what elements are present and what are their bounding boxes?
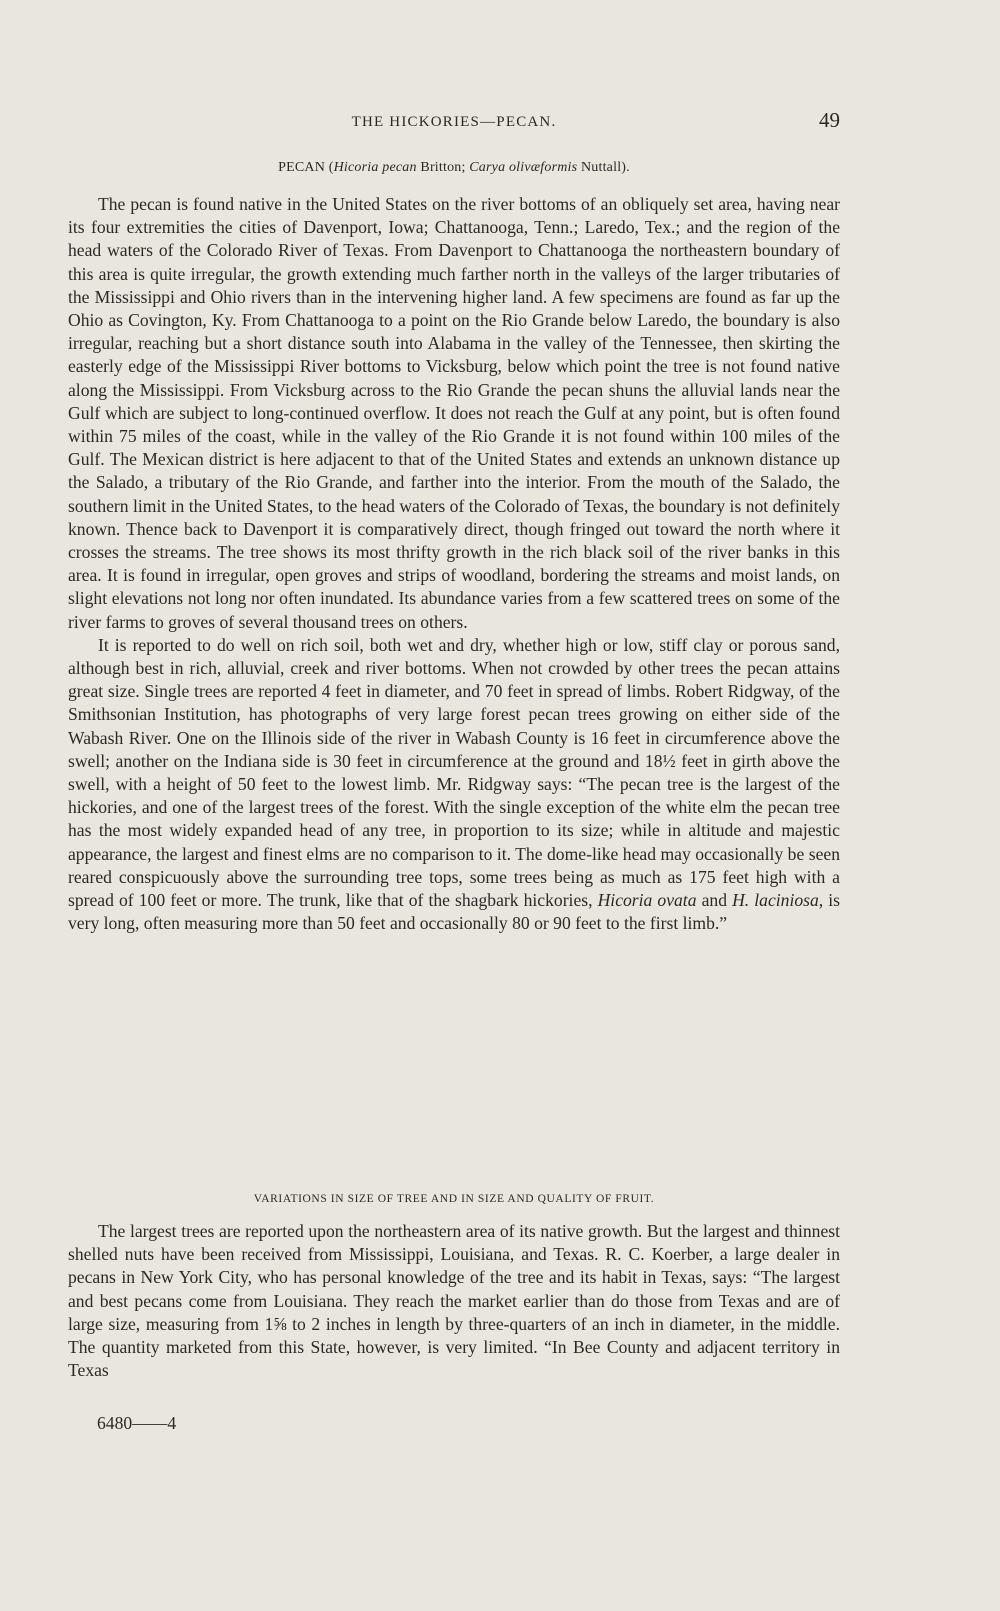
heading-paren: ( <box>325 160 334 175</box>
author-britton: Britton; <box>416 160 470 175</box>
author-nuttall: Nuttall). <box>577 160 630 175</box>
paragraph-variations: The largest trees are reported upon the northeastern area of its native growth. But the largest and thinnest shelled nuts have been received from Mississippi, Louisiana, and Texas. R. C. Koerber, a large dealer in pecans in New York City, who has personal knowledge of the tree and its habit in Texas, says: “The largest and best pecans come from Louisiana. They reach the market earlier than do those from Texas and are of large size, measuring from 1⅝ to 2 inches in length by three-quarters of an inch in diameter, in the middle. The quantity marketed from this State, however, is very limited. “In Bee County and adjacent territory in Texas <box>68 1221 840 1381</box>
paragraph-text: It is reported to do well on rich soil, both wet and dry, whether high or low, stiff clay or porous sand, although best in rich, alluvial, creek and river bottoms. When not crowded by other trees the pecan attains great size. Single trees are reported 4 feet in diameter, and 70 feet in spread of limbs. Robert Ridgway, of the Smithsonian Institution, has photographs of very large forest pecan trees growing on either side of the Wabash River. One on the Illinois side of the river in Wabash County is 16 feet in circumference above the swell; another on the Indiana side is 30 feet in circumference at the ground and 18½ feet in girth above the swell, with a height of 50 feet to the lowest limb. Mr. Ridgway says: “The pecan tree is the largest of the hickories, and one of the largest trees of the forest. With the single exception of the white elm the pecan tree has the most widely expanded head of any tree, in proportion to its size; while in altitude and majestic appearance, the largest and finest elms are no comparison to it. The dome-like head may occasionally be seen reared conspicuously above the surrounding tree tops, some trees being as much as 175 feet high with a spread of 100 feet or more. The trunk, like that of the shagbark hickories, <box>68 634 840 911</box>
running-head <box>68 108 840 138</box>
paragraph-soil-and-size <box>68 634 840 936</box>
section-heading: VARIATIONS IN SIZE OF TREE AND IN SIZE AND QUALITY OF FRUIT. <box>253 1193 655 1205</box>
paragraph-text: and <box>696 890 733 911</box>
running-title: THE HICKORIES—PECAN. <box>351 114 557 130</box>
scientific-name-hicoria: Hicoria pecan <box>333 160 417 175</box>
paragraph-range: The pecan is found native in the United States on the river bottoms of an obliquely set area, having near its four extremities the cities of Davenport, Iowa; Chattanooga, Tenn.; Laredo, Tex.; and the region of the head waters of the Colorado River of Texas. From Davenport to Chattanooga the northeastern boundary of this area is quite irregular, the growth extending much farther north in the valleys of the larger tributaries of the Mississippi and Ohio rivers than in the intervening higher land. A few specimens are found as far up the Ohio as Covington, Ky. From Chattanooga to a point on the Rio Grande below Laredo, the boundary is also irregular, reaching but a short distance south into Alabama in the valley of the Tennessee, then skirting the easterly edge of the Mississippi River bottoms to Vicksburg, below which point the tree is not found native along the Mississippi. From Vicksburg across to the Rio Grande the pecan shuns the alluvial lands near the Gulf which are subject to long-continued overflow. It does not reach the Gulf at any point, but is often found within 75 miles of the coast, while in the valley of the Rio Grande it is not found within 100 miles of the Gulf. The Mexican district is here adjacent to that of the United States and extends an unknown distance up the Salado, a tributary of the Rio Grande, and farther into the interior. From the mouth of the Salado, the southern limit in the United States, to the head waters of the Colorado of Texas, the boundary is not definitely known. Thence back to Davenport it is comparatively direct, though fringed out toward the north where it crosses the streams. The tree shows its most thrifty growth in the rich black soil of the river banks in this area. It is found in irregular, open groves and strips of woodland, bordering the streams and moist lands, on slight elevations not long nor often inundated. Its abundance varies from a few scattered trees on some of the river farms to groves of several thousand trees on others. <box>68 194 840 632</box>
main-text <box>68 193 840 936</box>
scientific-name: Hicoria ovata <box>597 890 697 911</box>
page-number: 49 <box>819 108 840 132</box>
signature-mark: 6480——4 <box>97 1413 177 1433</box>
paragraph-text: , is very long, often measuring more than 50 feet and occasionally 80 or 90 feet to the first limb.” <box>68 890 840 934</box>
species-name: PECAN <box>278 160 326 175</box>
section-text <box>68 1220 840 1382</box>
scientific-name-carya: Carya olivæformis <box>469 160 578 175</box>
scientific-name: H. laciniosa <box>732 890 819 911</box>
species-heading <box>68 160 840 176</box>
